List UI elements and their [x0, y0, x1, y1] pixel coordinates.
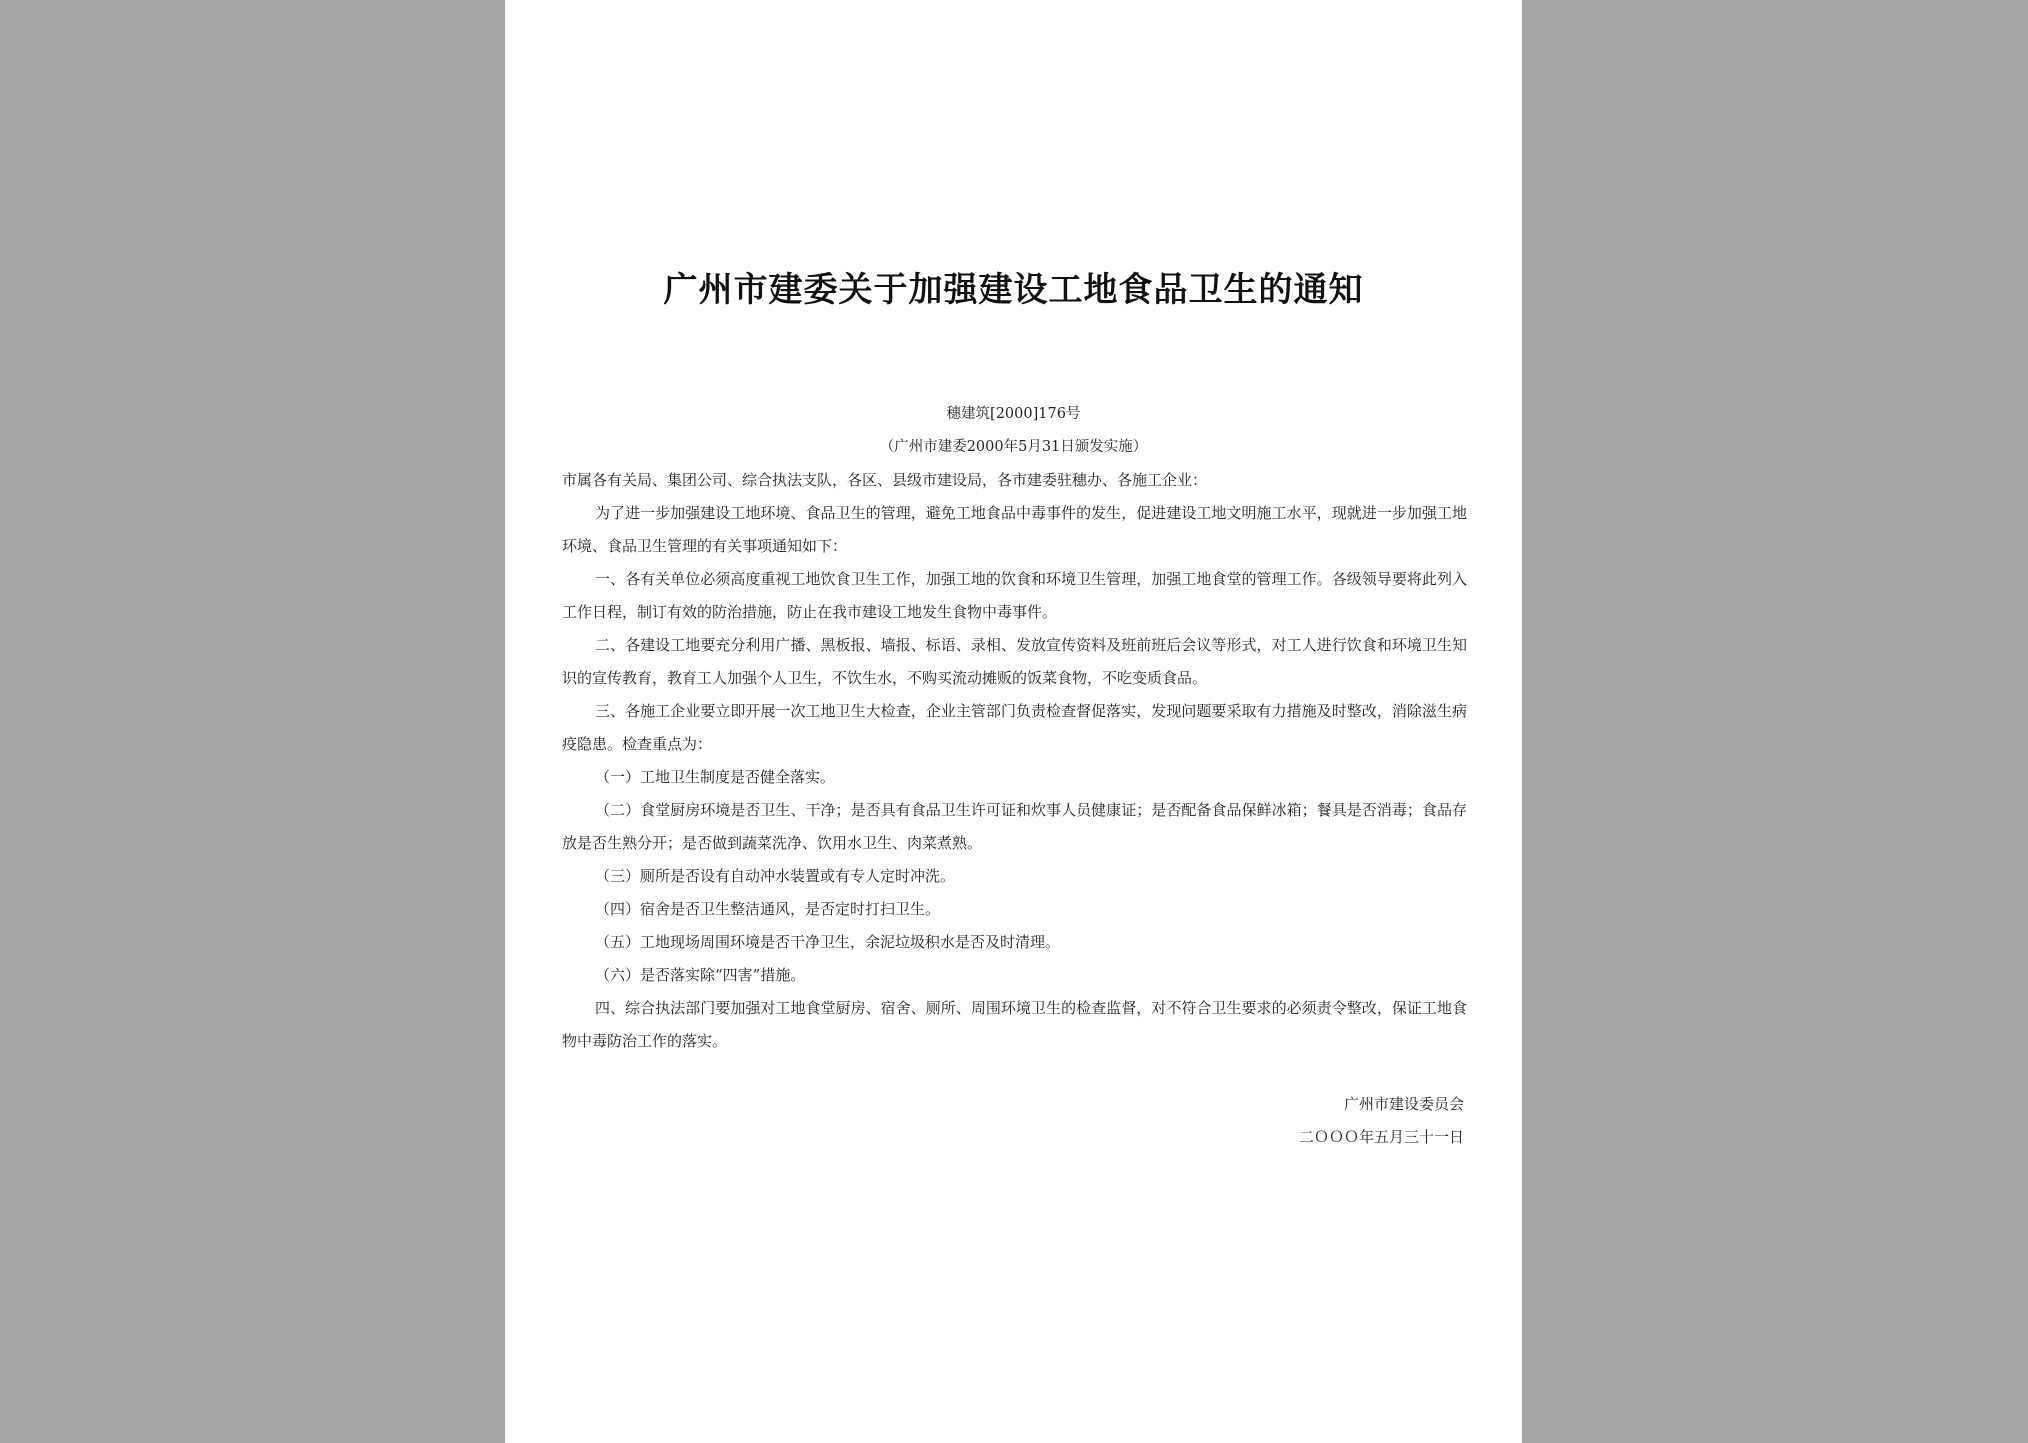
document-page [505, 0, 1522, 1443]
checklist-item: （二）食堂厨房环境是否卫生、干净；是否具有食品卫生许可证和炊事人员健康证；是否配备食品保鲜冰箱；餐具是否消毒；食品存放是否生熟分开；是否做到蔬菜洗净、饮用水卫生、肉菜煮熟。 [562, 801, 1467, 852]
checklist-item: （六）是否落实除“四害”措施。 [595, 966, 806, 984]
signature-date: 二ＯＯＯ年五月三十一日 [1298, 1128, 1464, 1146]
checklist-item: （一）工地卫生制度是否健全落实。 [595, 768, 836, 786]
paragraph: 为了进一步加强建设工地环境、食品卫生的管理，避免工地食品中毒事件的发生，促进建设工地文明施工水平，现就进一步加强工地环境、食品卫生管理的有关事项通知如下： [562, 504, 1467, 555]
paragraph: 四、综合执法部门要加强对工地食堂厨房、宿舍、厕所、周围环境卫生的检查监督，对不符合卫生要求的必须责令整改，保证工地食物中毒防治工作的落实。 [562, 999, 1467, 1050]
checklist-item: （三）厕所是否设有自动冲水装置或有专人定时冲洗。 [595, 867, 956, 885]
document-body [562, 464, 1467, 1058]
paragraph: 三、各施工企业要立即开展一次工地卫生大检查，企业主管部门负责检查督促落实，发现问题要采取有力措施及时整改，消除滋生病疫隐患。检查重点为： [562, 702, 1467, 753]
paragraph: 一、各有关单位必须高度重视工地饮食卫生工作，加强工地的饮食和环境卫生管理，加强工地食堂的管理工作。各级领导要将此列入工作日程，制订有效的防治措施，防止在我市建设工地发生食物中毒事件。 [562, 570, 1467, 621]
paragraph: 二、各建设工地要充分利用广播、黑板报、墙报、标语、录相、发放宣传资料及班前班后会议等形式，对工人进行饮食和环境卫生知识的宣传教育，教育工人加强个人卫生，不饮生水，不购买流动摊贩的饭菜食物，不吃变质食品。 [562, 636, 1467, 687]
signatory-name: 广州市建设委员会 [1343, 1095, 1464, 1113]
recipients-line: 市属各有关局、集团公司、综合执法支队，各区、县级市建设局，各市建委驻穗办、各施工企业： [562, 471, 1208, 489]
signature-block [1299, 1088, 1464, 1154]
document-title: 广州市建委关于加强建设工地食品卫生的通知 [663, 270, 1364, 310]
checklist-item: （四）宿舍是否卫生整洁通风，是否定时打扫卫生。 [595, 900, 941, 918]
document-number: 穗建筑[2000]176号 [946, 406, 1081, 422]
checklist-item: （五）工地现场周围环境是否干净卫生，余泥垃圾积水是否及时清理。 [595, 933, 1061, 951]
issue-note: （广州市建委2000年5月31日颁发实施） [879, 439, 1148, 455]
